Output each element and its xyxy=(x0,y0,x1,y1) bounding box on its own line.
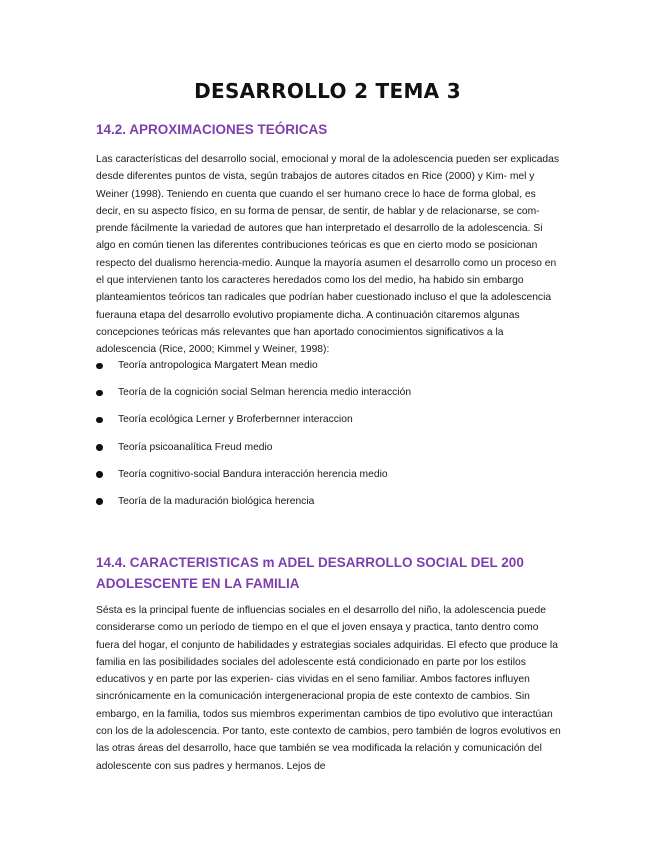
list-item-text: Teoría de la cognición social Selman herencia medio interacción xyxy=(118,387,412,399)
bullet-icon xyxy=(96,390,103,397)
bullet-icon xyxy=(96,498,103,505)
paragraph-aproximaciones: Las características del desarrollo social, emocional y moral de la adolescencia pueden ser explicadas desde diferentes puntos de vista, según trabajos de autores citados en Rice (2000) y Kim- mel y Weiner (1998). Teniendo en cuenta que cuando el ser humano crece lo hace de forma global, es decir, en su aspecto físico, en su forma de pensar, de sentir, de hablar y de relacionarse, se com- prende fácilmente la variedad de autores que han interpretado el desarrollo de la adolescencia. Si algo en común tienen las diferentes contribuciones teóricas es que en cierto modo se posicionan respecto del dualismo herencia-medio. Aunque la mayoría asumen el desarrollo como un proceso en el que intervienen tanto los caracteres heredados como los del medio, ha habido sin embargo planteamientos teóricos tan radicales que podrían haber cuestionado incluso el que la adolescencia fuerauna etapa del desarrollo evolutivo propiamente dicha. A continuación citaremos algunas concepciones teóricas más relevantes que han aportado conocimientos significativos a la adolescencia (Rice, 2000; Kimmel y Weiner, 1998): xyxy=(96,154,560,356)
list-item xyxy=(96,385,566,412)
section-heading-aproximaciones: 14.2. APROXIMACIONES TEÓRICAS xyxy=(96,122,328,137)
list-item xyxy=(96,440,566,467)
bullet-icon xyxy=(96,363,103,370)
section-heading-caracteristicas xyxy=(96,552,524,594)
list-item xyxy=(96,358,566,385)
theories-list xyxy=(96,358,566,521)
list-item xyxy=(96,494,566,521)
list-item-text: Teoría de la maduración biológica herencia xyxy=(118,495,315,507)
section-heading-line-2: ADOLESCENTE EN LA FAMILIA xyxy=(96,576,300,591)
list-item-text: Teoría cognitivo-social Bandura interacción herencia medio xyxy=(118,468,388,480)
list-item xyxy=(96,412,566,439)
document-title: DESARROLLO 2 TEMA 3 xyxy=(194,79,461,103)
list-item-text: Teoría ecológica Lerner y Broferbernner interaccion xyxy=(118,414,353,426)
bullet-icon xyxy=(96,471,103,478)
list-item xyxy=(96,467,566,494)
bullet-icon xyxy=(96,417,103,424)
bullet-icon xyxy=(96,444,103,451)
list-item-text: Teoría antropologica Margatert Mean medio xyxy=(118,360,318,371)
section-heading-line-1: 14.4. CARACTERISTICAS m ADEL DESARROLLO SOCIAL DEL 200 xyxy=(96,555,524,570)
paragraph-familia: Sésta es la principal fuente de influencias sociales en el desarrollo del niño, la adolescencia puede considerarse como un período de tiempo en el que el joven ensaya y practica, tanto dentro como fuera del hogar, el conjunto de habilidades y estrategias sociales adquiridas. El efecto que produce la familia en las posibilidades sociales del adolescente está condicionado en parte por los estilos educativos y en parte por las experien- cias vividas en el seno familiar. Ambos factores influyen sincrónicamente en la comunicación intergeneracional propia de este contexto de cambios. Sin embargo, en la familia, todos sus miembros experimentan cambios de tipo evolutivo que interactúan con los de la adolescencia. Por tanto, este contexto de cambios, pero también de logros evolutivos en las otras áreas del desarrollo, hace que también se vea modificada la relación y comunicación del adolescente con sus padres y hermanos. Lejos de xyxy=(96,605,561,772)
list-item-text: Teoría psicoanalítica Freud medio xyxy=(118,441,273,453)
